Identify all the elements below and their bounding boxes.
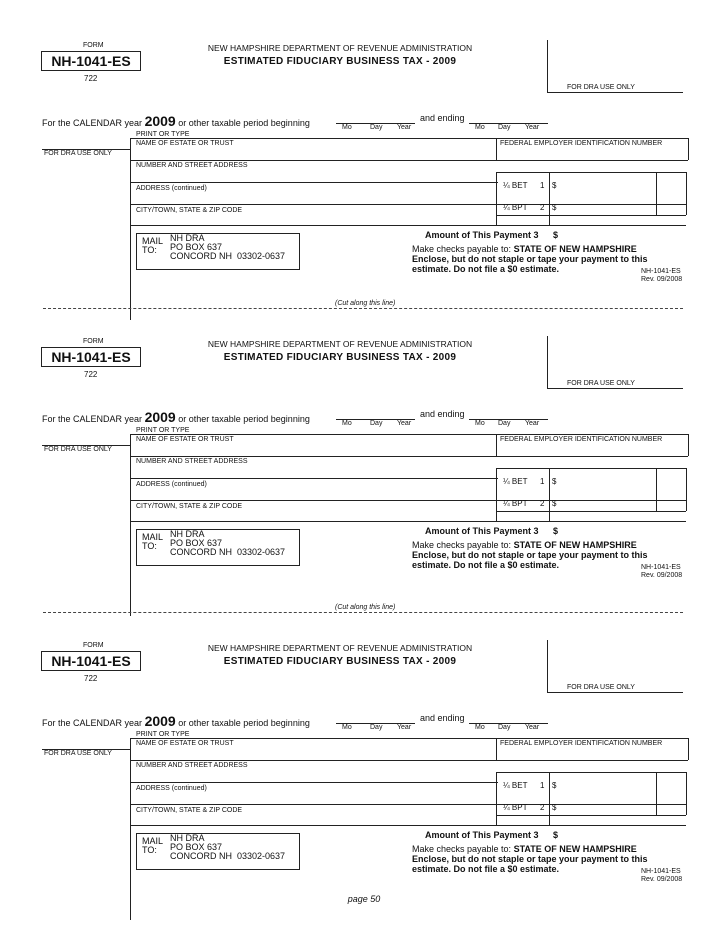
tax-box-right (686, 772, 687, 815)
bet-label: ¼ BET (503, 181, 528, 190)
mail-address: NH DRA PO BOX 637 CONCORD NH 03302-0637 (170, 529, 286, 557)
bet-label: ¼ BET (503, 781, 528, 790)
tax-box-right (686, 172, 687, 215)
dra-use-top: FOR DRA USE ONLY (567, 84, 635, 91)
city-label: CITY/TOWN, STATE & ZIP CODE (136, 503, 243, 510)
form-label: FORM (83, 338, 104, 345)
address-cont-label: ADDRESS (continued) (136, 481, 207, 488)
street-row-top (130, 760, 688, 761)
department-name: NEW HAMPSHIRE DEPARTMENT OF REVENUE ADMINISTRATION (207, 643, 473, 653)
bpt-row-bottom (496, 815, 686, 816)
name-row-top (130, 434, 688, 435)
city-row-bottom (130, 225, 686, 226)
form-reference: NH-1041-ES (641, 268, 681, 275)
revision-date: Rev. 09/2008 (641, 876, 683, 883)
payable-name: STATE OF NEW HAMPSHIRE (513, 844, 637, 854)
revision-date: Rev. 09/2008 (641, 572, 683, 579)
city-row-top (130, 500, 686, 501)
dra-box-bottom-border (547, 388, 683, 389)
calendar-prefix: For the CALENDAR year (42, 414, 143, 424)
estimate-voucher (0, 336, 728, 626)
fein-right-border (688, 738, 689, 760)
form-reference: NH-1041-ES (641, 868, 681, 875)
payable-name: STATE OF NEW HAMPSHIRE (513, 540, 637, 550)
payment-label: Amount of This Payment 3 (425, 830, 539, 840)
address-cont-row-top (130, 782, 498, 783)
city-row-top (130, 204, 686, 205)
city-label: CITY/TOWN, STATE & ZIP CODE (136, 207, 243, 214)
mail-to-label: MAIL TO: (142, 236, 164, 255)
fein-label: FEDERAL EMPLOYER IDENTIFICATION NUMBER (500, 436, 663, 443)
name-row-top (130, 138, 688, 139)
estimate-voucher (0, 640, 728, 930)
department-name: NEW HAMPSHIRE DEPARTMENT OF REVENUE ADMINISTRATION (207, 339, 473, 349)
dra-use-top: FOR DRA USE ONLY (567, 684, 635, 691)
tax-amount-divider (549, 772, 550, 825)
revision-date: Rev. 09/2008 (641, 276, 683, 283)
period-text: or other taxable period beginning (178, 118, 310, 128)
bpt-line-number: 2 (540, 499, 545, 508)
name-label: NAME OF ESTATE OR TRUST (136, 436, 234, 443)
end-day-label: Day (498, 124, 511, 131)
payment-amount-field[interactable]: $ (553, 830, 559, 840)
tax-box-right (686, 468, 687, 511)
tax-box-left (496, 172, 497, 225)
payment-amount-field[interactable]: $ (553, 230, 559, 240)
street-label: NUMBER AND STREET ADDRESS (136, 458, 248, 465)
bpt-amount-field[interactable]: $ (552, 203, 557, 212)
tax-box-top (496, 772, 686, 773)
dra-box-bottom-border (547, 92, 683, 93)
begin-day-label: Day (370, 724, 383, 731)
end-year-label: Year (525, 724, 540, 731)
fein-right-border (688, 138, 689, 160)
bet-amount-field[interactable]: $ (552, 781, 557, 790)
mail-address: NH DRA PO BOX 637 CONCORD NH 03302-0637 (170, 233, 286, 261)
form-number: NH-1041-ES (41, 347, 141, 367)
fein-right-border (688, 434, 689, 456)
form-number: NH-1041-ES (41, 651, 141, 671)
form-label: FORM (83, 642, 104, 649)
department-name: NEW HAMPSHIRE DEPARTMENT OF REVENUE ADMINISTRATION (207, 43, 473, 53)
estimate-voucher (0, 40, 728, 330)
form-reference: NH-1041-ES (641, 564, 681, 571)
enclose-line-2: estimate. Do not file a $0 estimate. (412, 264, 560, 274)
address-cont-label: ADDRESS (continued) (136, 785, 207, 792)
tax-box-left (496, 772, 497, 825)
address-cont-row-top (130, 182, 498, 183)
end-mo-label: Mo (475, 420, 485, 427)
city-row-bottom (130, 825, 686, 826)
begin-year-label: Year (397, 124, 412, 131)
dra-box-left-border (547, 40, 548, 92)
begin-day-label: Day (370, 420, 383, 427)
payable-prefix: Make checks payable to: (412, 244, 514, 254)
city-row-top (130, 804, 686, 805)
print-or-type-label: PRINT OR TYPE (136, 131, 190, 138)
payment-label: Amount of This Payment 3 (425, 526, 539, 536)
name-label: NAME OF ESTATE OR TRUST (136, 740, 234, 747)
left-rule (130, 434, 131, 616)
cut-label-1: (Cut along this line) (332, 300, 398, 307)
street-row-top (130, 160, 688, 161)
end-mo-label: Mo (475, 124, 485, 131)
period-text: or other taxable period beginning (178, 414, 310, 424)
mail-address: NH DRA PO BOX 637 CONCORD NH 03302-0637 (170, 833, 286, 861)
form-title: ESTIMATED FIDUCIARY BUSINESS TAX - 2009 (223, 656, 457, 667)
cut-line-1 (43, 308, 683, 309)
form-number: NH-1041-ES (41, 51, 141, 71)
tax-year: 2009 (144, 409, 176, 425)
dra-box-bottom-border (547, 692, 683, 693)
tax-year: 2009 (144, 113, 176, 129)
mail-to-label: MAIL TO: (142, 836, 164, 855)
street-row-top (130, 456, 688, 457)
dra-box-left-border (547, 640, 548, 692)
enclose-line-1: Enclose, but do not staple or tape your payment to this (412, 550, 648, 560)
begin-mo-label: Mo (342, 420, 352, 427)
enclose-line-2: estimate. Do not file a $0 estimate. (412, 560, 560, 570)
payable-prefix: Make checks payable to: (412, 540, 514, 550)
address-cont-label: ADDRESS (continued) (136, 185, 207, 192)
print-or-type-label: PRINT OR TYPE (136, 731, 190, 738)
calendar-prefix: For the CALENDAR year (42, 718, 143, 728)
tax-cents-divider (656, 772, 657, 815)
street-label: NUMBER AND STREET ADDRESS (136, 162, 248, 169)
and-ending-label: and ending (420, 113, 465, 123)
bpt-row-bottom (496, 511, 686, 512)
bet-line-number: 1 (540, 781, 545, 790)
bet-line-number: 1 (540, 181, 545, 190)
left-rule (130, 138, 131, 320)
dra-use-left: FOR DRA USE ONLY (44, 150, 112, 157)
tax-year: 2009 (144, 713, 176, 729)
city-row-bottom (130, 521, 686, 522)
payment-amount-field[interactable]: $ (553, 526, 559, 536)
fein-divider (496, 434, 497, 456)
end-mo-label: Mo (475, 724, 485, 731)
begin-year-label: Year (397, 724, 412, 731)
cut-label-2: (Cut along this line) (332, 604, 398, 611)
enclose-line-1: Enclose, but do not staple or tape your payment to this (412, 854, 648, 864)
calendar-prefix: For the CALENDAR year (42, 118, 143, 128)
form-title: ESTIMATED FIDUCIARY BUSINESS TAX - 2009 (223, 352, 457, 363)
payable-name: STATE OF NEW HAMPSHIRE (513, 244, 637, 254)
city-label: CITY/TOWN, STATE & ZIP CODE (136, 807, 243, 814)
payment-label: Amount of This Payment 3 (425, 230, 539, 240)
dra-box-left-border (547, 336, 548, 388)
tax-cents-divider (656, 468, 657, 511)
fein-label: FEDERAL EMPLOYER IDENTIFICATION NUMBER (500, 740, 663, 747)
payable-prefix: Make checks payable to: (412, 844, 514, 854)
and-ending-label: and ending (420, 713, 465, 723)
bpt-amount-field[interactable]: $ (552, 499, 557, 508)
bpt-row-bottom (496, 215, 686, 216)
tax-cents-divider (656, 172, 657, 215)
fein-divider (496, 138, 497, 160)
street-label: NUMBER AND STREET ADDRESS (136, 762, 248, 769)
page-number: page 50 (347, 894, 381, 904)
tax-box-left (496, 468, 497, 521)
fein-label: FEDERAL EMPLOYER IDENTIFICATION NUMBER (500, 140, 663, 147)
form-code: 722 (84, 74, 98, 83)
begin-year-label: Year (397, 420, 412, 427)
print-or-type-label: PRINT OR TYPE (136, 427, 190, 434)
enclose-line-1: Enclose, but do not staple or tape your payment to this (412, 254, 648, 264)
bpt-line-number: 2 (540, 803, 545, 812)
dra-use-top: FOR DRA USE ONLY (567, 380, 635, 387)
bet-label: ¼ BET (503, 477, 528, 486)
form-title: ESTIMATED FIDUCIARY BUSINESS TAX - 2009 (223, 56, 457, 67)
cut-line-2 (43, 612, 683, 613)
bet-amount-field[interactable]: $ (552, 181, 557, 190)
form-code: 722 (84, 674, 98, 683)
tax-box-top (496, 468, 686, 469)
begin-mo-label: Mo (342, 124, 352, 131)
bet-line-number: 1 (540, 477, 545, 486)
address-cont-row-top (130, 478, 498, 479)
dra-use-left: FOR DRA USE ONLY (44, 750, 112, 757)
bpt-label: ¼ BPT (503, 803, 528, 812)
end-year-label: Year (525, 420, 540, 427)
end-day-label: Day (498, 420, 511, 427)
fein-divider (496, 738, 497, 760)
form-code: 722 (84, 370, 98, 379)
tax-amount-divider (549, 172, 550, 225)
begin-mo-label: Mo (342, 724, 352, 731)
bet-amount-field[interactable]: $ (552, 477, 557, 486)
bpt-label: ¼ BPT (503, 499, 528, 508)
bpt-label: ¼ BPT (503, 203, 528, 212)
bpt-amount-field[interactable]: $ (552, 803, 557, 812)
end-year-label: Year (525, 124, 540, 131)
tax-box-top (496, 172, 686, 173)
begin-day-label: Day (370, 124, 383, 131)
period-text: or other taxable period beginning (178, 718, 310, 728)
bpt-line-number: 2 (540, 203, 545, 212)
tax-amount-divider (549, 468, 550, 521)
end-day-label: Day (498, 724, 511, 731)
enclose-line-2: estimate. Do not file a $0 estimate. (412, 864, 560, 874)
name-label: NAME OF ESTATE OR TRUST (136, 140, 234, 147)
left-rule (130, 738, 131, 920)
name-row-top (130, 738, 688, 739)
dra-use-left: FOR DRA USE ONLY (44, 446, 112, 453)
and-ending-label: and ending (420, 409, 465, 419)
mail-to-label: MAIL TO: (142, 532, 164, 551)
form-label: FORM (83, 42, 104, 49)
